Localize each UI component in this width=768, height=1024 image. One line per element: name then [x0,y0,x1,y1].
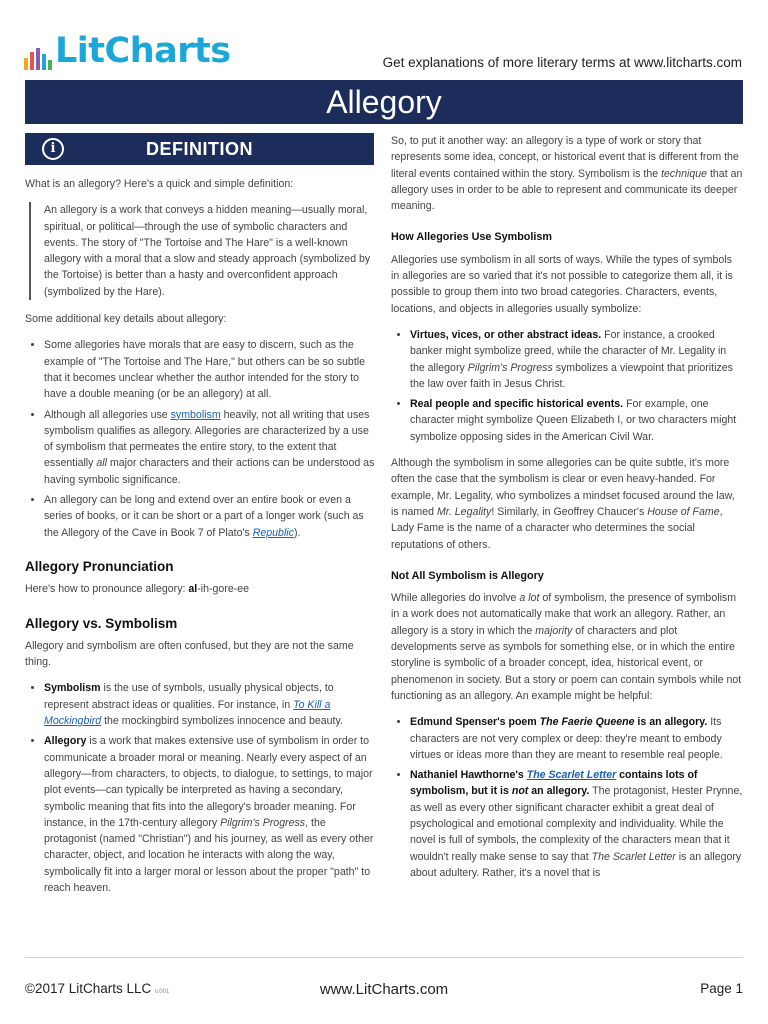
list-item: • Some allegories have morals that are easy to discern, such as the example of "The Tortoise and The Hare," but others can be so subtle that it becomes unclear whether the author intended for the story to have a double meaning (or be an allegory) at all. [44,337,375,402]
scarlet-letter-link[interactable]: The Scarlet Letter [526,769,617,782]
vs-list [25,680,375,896]
symbolize-list [391,327,743,445]
definition-label: DEFINITION [146,139,253,159]
paragraph: Although the symbolism in some allegories can be quite subtle, it's more often the case that the symbolism is clear or even heavy-handed. For example, Mr. Legality, who symbolizes a mindset focused around the law, is named Mr. Legality! Similarly, in Geoffrey Chaucer's House of Fame, Lady Fame is the name of a character who determines the social reputations of others. [391,457,735,551]
definition-intro: What is an allegory? Here's a quick and simple definition: [25,178,294,190]
paragraph: So, to put it another way: an allegory is a type of work or story that represents some idea, concept, or historical event that is different from the literal events contained within the story. Symbolism is the technique that an allegory uses in order to be able to represent and communicate its deeper meaning. [391,135,743,213]
right-column [391,133,743,891]
list-item: • Allegory is a work that makes extensive use of symbolism in order to communicate a broader moral or meaning. Nearly every aspect of an allegory—from characters, to objects, to dialogue, to settings, to major plot events—can typically be interpreted as having a secondary, symbolic meaning that fits into the allegory's broader meaning. For instance, in the 17th-century allegory Pilgrim's Progress, the protagonist (named "Christian") and his journey, as well as every other character, object, and location he interacts with along the way, symbolically fit into a larger moral or lesson about the proper "path" to reach heaven. [44,733,375,896]
logo-bars-icon [24,30,52,70]
vs-heading: Allegory vs. Symbolism [25,615,178,631]
definition-header [25,133,374,165]
pronunciation-text: Here's how to pronounce allegory: al-ih-gore-ee [25,583,250,596]
mockingbird-link[interactable]: To Kill a Mockingbird [44,698,331,728]
key-details-intro: Some additional key details about allegory: [25,313,227,326]
vs-intro: Allegory and symbolism are often confused, but they are not the same thing. [25,639,354,669]
header-tagline: Get explanations of more literary terms at www.litcharts.com [382,55,742,70]
pronunciation-heading: Allegory Pronunciation [25,558,174,574]
logo-text: LitCharts [55,31,231,71]
symbolism-use-heading: How Allegories Use Symbolism [391,231,552,244]
footer-copyright: ©2017 LitCharts LLC v.001 [25,981,170,996]
not-all-symbolism-heading: Not All Symbolism is Allegory [391,569,544,582]
litcharts-logo[interactable] [24,30,231,70]
info-icon: i [42,138,64,160]
key-details-list [25,337,375,541]
list-item: • Virtues, vices, or other abstract ideas. For instance, a crooked banker might symbolize greed, while the character of Mr. Legality in the allegory Pilgrim's Progress symbolizes a viewpoint that prioritizes the law over faith in Jesus Christ. [410,327,743,392]
symbolism-link[interactable]: symbolism [170,408,221,421]
page-number: Page 1 [700,981,743,996]
paragraph: Allegories use symbolism in all sorts of ways. While the types of symbols in allegories are so varied that it's not possible to categorize them all, it is possible to group them into two broad categories. Characters, events, locations, and objects in allegories usually symbolize: [391,253,733,315]
list-item: • Real people and specific historical events. For example, one character might symbolize Queen Elizabeth I, or two characters might symbolize opposing sides in the American Civil War. [410,396,743,445]
footer-divider [25,957,743,958]
list-item: • Symbolism is the use of symbols, usually physical objects, to represent abstract ideas or qualities. For instance, in To Kill a Mockingbird the mockingbird symbolizes innocence and beauty. [44,680,375,729]
list-item: • Nathaniel Hawthorne's The Scarlet Letter contains lots of symbolism, but it is not an allegory. The protagonist, Hester Prynne, as well as every other significant character exhibit a great deal of psychological and emotional complexity and individuality. While the novel is full of symbols, the complexity of the characters mean that it wouldn't really make sense to say that The Scarlet Letter is an allegory about adultery. Rather, it's a novel that is [410,767,743,881]
left-column [25,176,375,906]
list-item: • An allegory can be long and extend over an entire book or even a series of books, or it can be short or a part of a longer work (such as the Allegory of the Cave in Book 7 of Plato's Republic). [44,492,375,541]
paragraph: While allegories do involve a lot of symbolism, the presence of symbolism in a work does not automatically make that work an allegory. Rather, an allegory is a story in which the majority of characters and plot developments serve as symbols for something else, or in which the entire storyline is symbolic of a broader concept, idea, historical event, or phenomenon in society. But a story or poem can contain symbols while not functioning as an allegory. An example might be helpful: [391,592,742,702]
definition-quote: An allegory is a work that conveys a hidden meaning—usually moral, spiritual, or political—through the use of symbolic characters and events. The story of "The Tortoise and The Hare" is a well-known allegory with a moral that a slow and steady approach (symbolized by the Tortoise) is better than a hasty and overconfident approach (symbolized by the Hare). [29,202,375,300]
page-title: Allegory [25,80,743,124]
republic-link[interactable]: Republic [252,526,294,539]
list-item: • Although all allegories use symbolism heavily, not all writing that uses symbolism qualifies as allegory. Allegories are characterized by a use of symbolism that permeates the entire story, to the extent that essentially all major characters and their actions can be understood as having symbolic significance. [44,407,375,488]
footer-site-link[interactable]: www.LitCharts.com [319,981,449,998]
list-item: • Edmund Spenser's poem The Faerie Queene is an allegory. Its characters are not very complex or deep: they're meant to embody virtues or ideas more than they are meant to resemble real people. [410,714,743,763]
examples-list [391,714,743,881]
version-label: v.001 [155,989,170,995]
